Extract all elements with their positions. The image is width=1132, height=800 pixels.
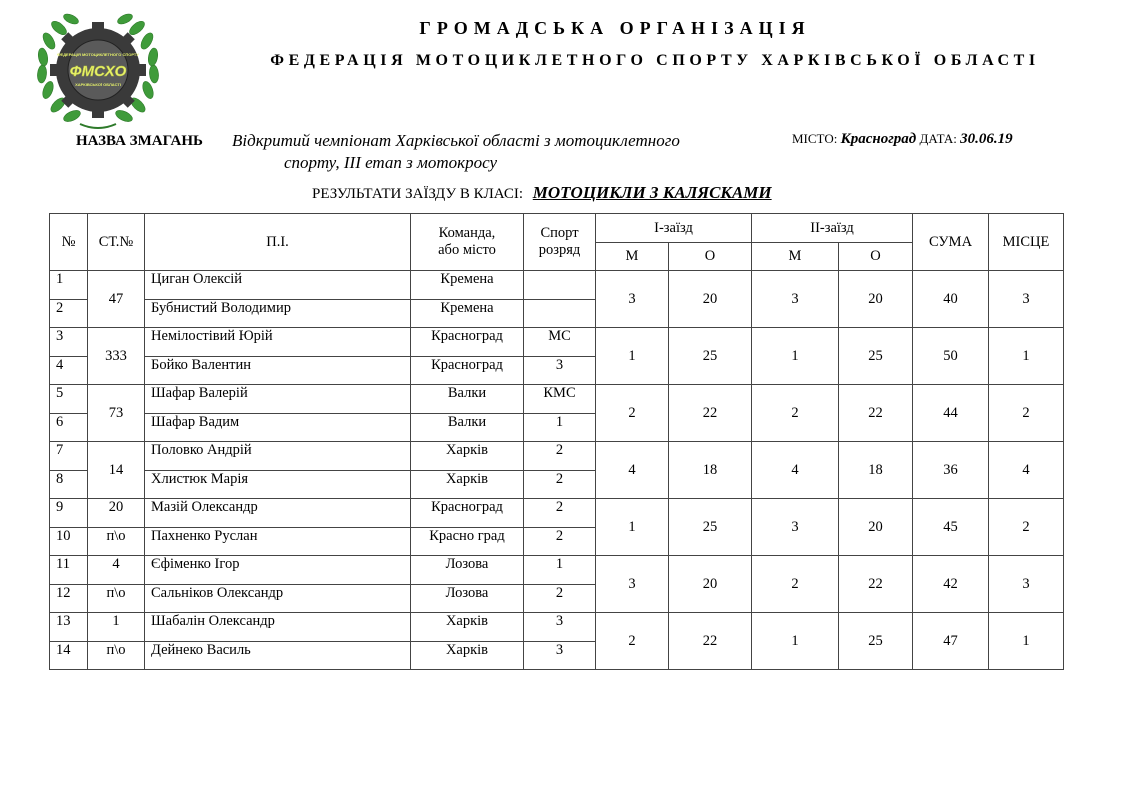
race1-place: 1	[596, 499, 669, 556]
race2-points: 20	[839, 271, 913, 328]
start-number: 333	[88, 328, 145, 385]
header-race2-place: М	[752, 243, 839, 271]
header-team-line1: Команда,	[438, 225, 496, 241]
start-number: 14	[88, 442, 145, 499]
race1-points: 18	[669, 442, 752, 499]
rider-rank: 1	[524, 556, 596, 585]
race1-points: 20	[669, 271, 752, 328]
race2-place: 1	[752, 613, 839, 670]
class-name: МОТОЦИКЛИ З КАЛЯСКАМИ	[532, 183, 772, 202]
header-num: №	[50, 214, 88, 271]
race2-place: 2	[752, 385, 839, 442]
rider-name: Шафар Валерій	[145, 385, 411, 414]
rider-name: Хлистюк Марія	[145, 470, 411, 499]
rider-num: 3	[50, 328, 88, 357]
competition-name	[232, 130, 772, 174]
logo-bottom-text: ХАРКІВСЬКОЇ ОБЛАСТІ	[75, 82, 121, 87]
final-place: 2	[989, 499, 1064, 556]
rider-rank: 1	[524, 413, 596, 442]
total-sum: 47	[913, 613, 989, 670]
header-race2-points: О	[839, 243, 913, 271]
rider-rank: 3	[524, 356, 596, 385]
table-row	[50, 613, 1064, 642]
rider-team: Валки	[411, 413, 524, 442]
start-number: 4	[88, 556, 145, 585]
rider-num: 13	[50, 613, 88, 642]
race2-place: 4	[752, 442, 839, 499]
rider-rank: 2	[524, 442, 596, 471]
rider-team: Красноград	[411, 328, 524, 357]
table-row	[50, 556, 1064, 585]
logo-abbr: ФМСХО	[69, 63, 127, 80]
rider-rank: 3	[524, 613, 596, 642]
rider-rank: 2	[524, 470, 596, 499]
total-sum: 42	[913, 556, 989, 613]
race1-points: 22	[669, 613, 752, 670]
results-table	[49, 213, 1064, 670]
rider-rank: КМС	[524, 385, 596, 414]
rider-num: 11	[50, 556, 88, 585]
header-team-line2: або місто	[438, 242, 496, 258]
rider-name: Шафар Вадим	[145, 413, 411, 442]
start-number: 20	[88, 499, 145, 528]
header-race1-points: О	[669, 243, 752, 271]
rider-name: Єфіменко Ігор	[145, 556, 411, 585]
race1-place: 4	[596, 442, 669, 499]
race1-place: 3	[596, 271, 669, 328]
header-race1-place: М	[596, 243, 669, 271]
rider-num: 1	[50, 271, 88, 300]
rider-team: Харків	[411, 442, 524, 471]
start-number: 47	[88, 271, 145, 328]
race2-points: 18	[839, 442, 913, 499]
race1-place: 3	[596, 556, 669, 613]
rider-team: Харків	[411, 641, 524, 670]
city-label: МІСТО:	[792, 131, 838, 146]
table-row	[50, 442, 1064, 471]
rider-name: Шабалін Олександр	[145, 613, 411, 642]
start-number-note: п\о	[88, 584, 145, 613]
final-place: 3	[989, 271, 1064, 328]
rider-rank: 2	[524, 499, 596, 528]
rider-team: Кремена	[411, 299, 524, 328]
rider-num: 12	[50, 584, 88, 613]
header-race2: ІІ-заїзд	[752, 214, 913, 243]
table-row	[50, 385, 1064, 414]
race2-points: 25	[839, 328, 913, 385]
rider-num: 6	[50, 413, 88, 442]
final-place: 1	[989, 613, 1064, 670]
total-sum: 36	[913, 442, 989, 499]
rider-rank	[524, 299, 596, 328]
rider-rank	[524, 271, 596, 300]
rider-team: Кремена	[411, 271, 524, 300]
city-value: Красноград	[840, 131, 917, 147]
header-team	[411, 214, 524, 271]
rider-num: 8	[50, 470, 88, 499]
race1-place: 2	[596, 385, 669, 442]
rider-rank: МС	[524, 328, 596, 357]
header-sum: СУМА	[913, 214, 989, 271]
header-rank-line1: Спорт	[540, 225, 579, 241]
results-label: РЕЗУЛЬТАТИ ЗАЇЗДУ В КЛАСІ:	[312, 186, 524, 202]
rider-rank: 2	[524, 527, 596, 556]
final-place: 2	[989, 385, 1064, 442]
start-number: 1	[88, 613, 145, 642]
rider-num: 9	[50, 499, 88, 528]
total-sum: 50	[913, 328, 989, 385]
header-rank-line2: розряд	[538, 242, 581, 258]
rider-name: Немілостівий Юрій	[145, 328, 411, 357]
rider-num: 5	[50, 385, 88, 414]
race2-points: 25	[839, 613, 913, 670]
table-row	[50, 328, 1064, 357]
race2-points: 22	[839, 556, 913, 613]
table-row	[50, 499, 1064, 528]
race2-place: 2	[752, 556, 839, 613]
final-place: 4	[989, 442, 1064, 499]
rider-team: Красно град	[411, 527, 524, 556]
final-place: 3	[989, 556, 1064, 613]
rider-team: Красноград	[411, 499, 524, 528]
race2-place: 3	[752, 271, 839, 328]
rider-num: 2	[50, 299, 88, 328]
start-number-note: п\о	[88, 527, 145, 556]
race2-place: 1	[752, 328, 839, 385]
start-number: 73	[88, 385, 145, 442]
header-place: МІСЦЕ	[989, 214, 1064, 271]
header-name: П.І.	[145, 214, 411, 271]
competition-name-line1: Відкритий чемпіонат Харківської області з мотоциклетного	[232, 131, 680, 150]
race1-points: 22	[669, 385, 752, 442]
competition-name-line2: спорту, ІІІ етап з мотокросу	[284, 153, 498, 172]
rider-num: 4	[50, 356, 88, 385]
rider-team: Харків	[411, 613, 524, 642]
rider-team: Лозова	[411, 556, 524, 585]
header-rank	[524, 214, 596, 271]
rider-num: 7	[50, 442, 88, 471]
rider-name: Половко Андрій	[145, 442, 411, 471]
race2-points: 22	[839, 385, 913, 442]
race2-points: 20	[839, 499, 913, 556]
rider-name: Мазій Олександр	[145, 499, 411, 528]
rider-name: Сальніков Олександр	[145, 584, 411, 613]
date-value: 30.06.19	[960, 131, 1013, 147]
race2-place: 3	[752, 499, 839, 556]
rider-num: 10	[50, 527, 88, 556]
rider-team: Харків	[411, 470, 524, 499]
competition-label: НАЗВА ЗМАГАНЬ	[76, 133, 203, 149]
total-sum: 44	[913, 385, 989, 442]
table-row	[50, 271, 1064, 300]
rider-name: Бойко Валентин	[145, 356, 411, 385]
header-start-num: СТ.№	[88, 214, 145, 271]
rider-rank: 2	[524, 584, 596, 613]
rider-num: 14	[50, 641, 88, 670]
rider-name: Дейнеко Василь	[145, 641, 411, 670]
rider-name: Циган Олексій	[145, 271, 411, 300]
results-body	[50, 271, 1064, 670]
total-sum: 45	[913, 499, 989, 556]
logo-top-text: ФЕДЕРАЦІЯ МОТОЦИКЛЕТНОГО СПОРТУ	[57, 52, 139, 57]
rider-team: Валки	[411, 385, 524, 414]
race1-place: 1	[596, 328, 669, 385]
rider-team: Лозова	[411, 584, 524, 613]
final-place: 1	[989, 328, 1064, 385]
race1-points: 25	[669, 328, 752, 385]
date-label: ДАТА:	[919, 131, 957, 146]
rider-name: Пахненко Руслан	[145, 527, 411, 556]
rider-rank: 3	[524, 641, 596, 670]
org-title-line1: ГРОМАДСЬКА ОРГАНІЗАЦІЯ	[419, 18, 811, 38]
org-title-line2: ФЕДЕРАЦІЯ МОТОЦИКЛЕТНОГО СПОРТУ ХАРКІВСЬКОЇ ОБЛАСТІ	[270, 52, 1040, 69]
total-sum: 40	[913, 271, 989, 328]
results-heading	[312, 183, 772, 203]
start-number-note: п\о	[88, 641, 145, 670]
race1-points: 20	[669, 556, 752, 613]
header-race1: І-заїзд	[596, 214, 752, 243]
federation-logo	[28, 8, 168, 134]
rider-team: Красноград	[411, 356, 524, 385]
city-date	[792, 131, 1013, 148]
race1-points: 25	[669, 499, 752, 556]
rider-name: Бубнистий Володимир	[145, 299, 411, 328]
race1-place: 2	[596, 613, 669, 670]
